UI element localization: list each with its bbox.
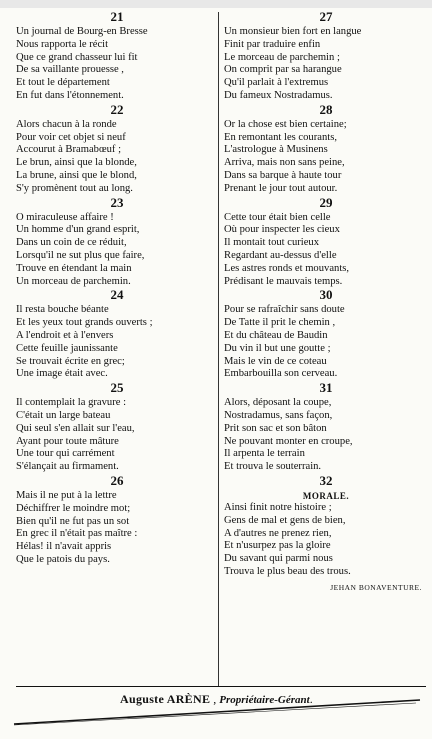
verse-line: Du vin il but une goutte ;	[224, 342, 331, 354]
verse-line: Qui seul s'en allait sur l'eau,	[16, 422, 135, 434]
verse-line: Mais le vin de ce coteau	[224, 355, 327, 367]
verse-line: De Tatte il prit le chemin ,	[224, 317, 336, 329]
stanza	[16, 474, 218, 567]
verse-line: C'était un large bateau	[16, 409, 111, 421]
right-column	[224, 10, 428, 594]
stanza	[16, 288, 218, 381]
scan-top-edge	[0, 0, 432, 8]
stanza-number: 25	[110, 380, 124, 396]
verse-line: Ne pouvant monter en croupe,	[224, 435, 353, 447]
verse-line: Pour se rafraîchir sans doute	[224, 304, 345, 316]
verse-line: Accourut à Bramabœuf ;	[16, 144, 122, 156]
verse-line: Ayant pour toute mâture	[16, 435, 119, 447]
verse-line: Prédisant le mauvais temps.	[224, 275, 343, 287]
verse-line: Que le patois du pays.	[16, 553, 110, 565]
verse-line: Nostradamus, sans façon,	[224, 409, 333, 421]
verse-line: Il arpenta le terrain	[224, 448, 305, 460]
verse-line: De sa vaillante prouesse ,	[16, 64, 124, 76]
stanza	[224, 103, 428, 196]
footer-role: Propriétaire-Gérant	[219, 694, 310, 706]
stanza	[16, 196, 218, 289]
verse-line: Dans sa barque à haute tour	[224, 169, 342, 181]
verse-line: Un journal de Bourg-en Bresse	[16, 26, 148, 37]
verse-line: Regardant au-dessus d'elle	[224, 249, 337, 261]
verse-line: Bien qu'il ne fut pas un sot	[16, 515, 130, 527]
verse-line: En grec il n'était pas maître :	[16, 528, 138, 540]
verse-line: Gens de mal et gens de bien,	[224, 514, 346, 526]
verse-line: Les astres ronds et mouvants,	[224, 262, 350, 274]
verse-line: Que ce grand chasseur lui fit	[16, 51, 138, 63]
stanza-number: 22	[110, 101, 124, 117]
verse-line: Cette tour était bien celle	[224, 211, 331, 223]
verse-line: Un monsieur bien fort en langue	[224, 26, 362, 37]
stanza-number: 26	[110, 472, 124, 488]
verse-line: Déchiffrer le moindre mot;	[16, 502, 131, 514]
verse-line: Un morceau de parchemin.	[16, 275, 131, 287]
verse-line: A l'endroit et à l'envers	[16, 329, 114, 341]
footer-end: .	[309, 692, 313, 706]
stanza	[16, 10, 218, 103]
verse-line: Or la chose est bien certaine;	[224, 118, 347, 130]
footer-swash-rule	[0, 694, 432, 734]
verse-line: Nous rapporta le récit	[16, 38, 109, 50]
verse-line: Hélas! il n'avait appris	[16, 541, 112, 553]
verse-line: Et trouva le souterrain.	[224, 461, 322, 473]
verse-line: En remontant les courants,	[224, 131, 337, 143]
stanza	[16, 103, 218, 196]
verse-line: Du fameux Nostradamus.	[224, 89, 333, 101]
verse-line: S'y promènent tout au long.	[16, 182, 133, 194]
verse-line: Cette feuille jaunissante	[16, 342, 118, 354]
verse-line: Où pour inspecter les cieux	[224, 224, 340, 236]
column-divider	[218, 12, 219, 687]
verse-line: Se trouvait écrite en grec;	[16, 355, 125, 367]
verse-line: Finit par traduire enfin	[224, 38, 321, 50]
verse-line: En fut dans l'étonnement.	[16, 89, 124, 101]
verse-line: Le brun, ainsi que la blonde,	[16, 157, 137, 169]
verse-line: Pour voir cet objet si neuf	[16, 131, 126, 143]
verse-line: Et les yeux tout grands ouverts ;	[16, 317, 153, 329]
verse-line: Trouve en étendant la main	[16, 262, 132, 274]
verse-line: Et tout le département	[16, 77, 110, 89]
verse-line: On comprit par sa harangue	[224, 64, 342, 76]
page-footer	[0, 688, 432, 739]
verse-line: Arriva, mais non sans peine,	[224, 157, 345, 169]
footer-top-rule	[16, 686, 426, 687]
verse-line: Du savant qui parmi nous	[224, 553, 333, 565]
stanza	[16, 381, 218, 474]
morale-heading: MORALE.	[302, 490, 350, 501]
verse-line: Mais il ne put à la lettre	[16, 489, 117, 501]
author-signature: JEHAN BONAVENTURE.	[330, 582, 422, 592]
stanza	[224, 10, 428, 103]
verse-line: A d'autres ne prenez rien,	[224, 527, 332, 539]
verse-line: L'astrologue à Musinens	[224, 144, 328, 156]
stanza-number: 27	[319, 9, 333, 24]
stanza-number: 28	[319, 101, 333, 117]
verse-line: Une image était avec.	[16, 368, 108, 380]
stanza-number: 21	[110, 9, 124, 24]
footer-name: Auguste ARÈNE	[120, 692, 211, 706]
verse-line: Le morceau de parchemin ;	[224, 51, 340, 63]
verse-line: Il resta bouche béante	[16, 304, 109, 316]
verse-line: Ainsi finit notre histoire ;	[224, 501, 332, 513]
stanza-number: 30	[319, 287, 333, 303]
verse-line: S'élançait au firmament.	[16, 461, 119, 473]
verse-line: Qu'il parlait à l'extremus	[224, 77, 329, 89]
stanza-number: 31	[319, 380, 333, 396]
left-column	[16, 10, 218, 567]
verse-line: Lorsqu'il ne sut plus que faire,	[16, 249, 145, 261]
stanza	[224, 288, 428, 381]
verse-line: La brune, ainsi que le blond,	[16, 169, 137, 181]
verse-line: Embarbouilla son cerveau.	[224, 368, 338, 380]
stanza-number: 24	[110, 287, 124, 303]
stanza-number: 23	[110, 194, 124, 210]
verse-line: Prit son sac et son bâton	[224, 422, 327, 434]
verse-line: Il contemplait la gravure :	[16, 397, 127, 409]
verse-line: Dans un coin de ce réduit,	[16, 237, 127, 249]
verse-line: O miraculeuse affaire !	[16, 211, 114, 223]
verse-line: Et n'usurpez pas la gloire	[224, 540, 331, 552]
verse-line: Une tour qui carrément	[16, 448, 115, 460]
footer-separator: ,	[210, 692, 220, 706]
verse-line: Et du château de Baudin	[224, 329, 328, 341]
verse-line: Il montait tout curieux	[224, 237, 320, 249]
stanza-number: 32	[319, 472, 333, 488]
stanza-number: 29	[319, 194, 333, 210]
verse-line: Prenant le jour tout autour.	[224, 182, 338, 194]
stanza	[224, 196, 428, 289]
verse-line: Alors chacun à la ronde	[16, 118, 117, 130]
verse-line: Alors, déposant la coupe,	[224, 397, 332, 409]
verse-line: Trouva le plus beau des trous.	[224, 565, 351, 577]
verse-line: Un homme d'un grand esprit,	[16, 224, 140, 236]
stanza	[224, 381, 428, 474]
stanza	[224, 474, 428, 595]
